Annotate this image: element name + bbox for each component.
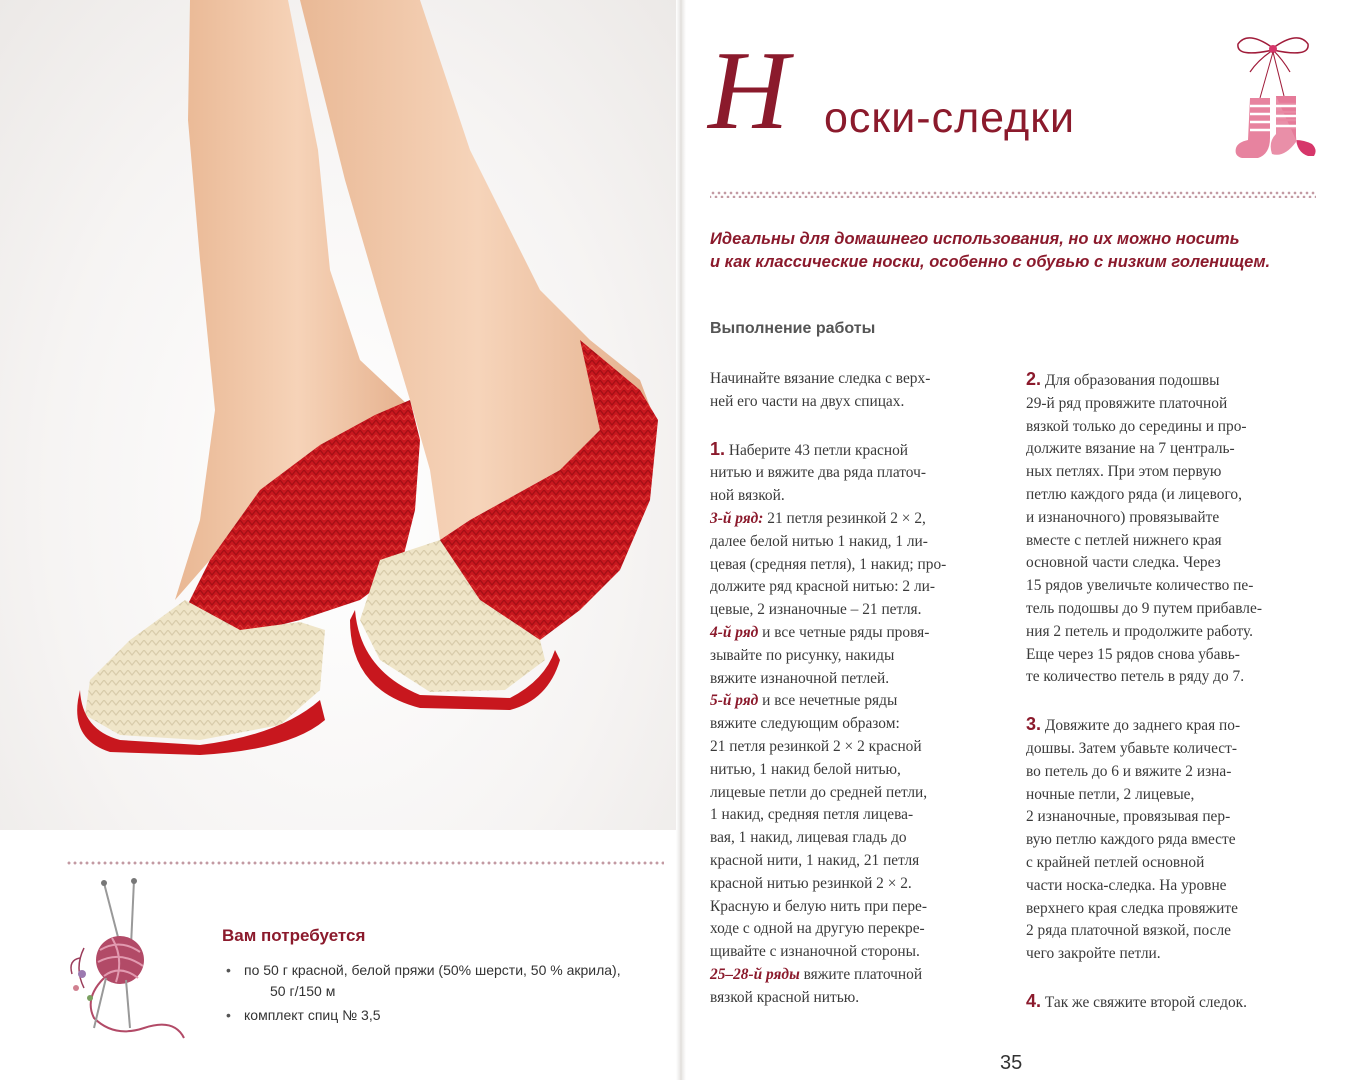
row-label: 4-й ряд [710,623,759,641]
step-4: 4. Так же свяжите второй следок. [1026,990,1247,1011]
instructions-column-2 [1026,368,1326,1015]
dotted-divider [710,188,1316,198]
needs-list [226,960,676,1029]
step-number: 2. [1026,369,1042,389]
book-spine [676,0,686,1080]
legs-in-socks-illustration [0,0,676,830]
instructions-column-1 [710,368,1010,1010]
step-2: 2. Для образования подошвы 29-й ряд провяжите платочной вязкой только до середины и про- должите вязание на 7 централь- ных петлях. При этом первую петлю каждого ряда (и лицевого, и изнаночного) провязывайте вместе с петлей нижнего края основной части следка. Через 15 рядов увеличьте количество пе- тель подошвы до 9 путем прибавле- ния 2 петель и продолжите работу. Еще через 15 рядов снова убавь- те количество петель в ряду до 7. [1026,369,1262,686]
paragraph: Начинайте вязание следка с верх- ней его части на двух спицах. [710,370,931,410]
row-label: 3-й ряд: [710,509,764,527]
socks-photo [0,0,676,830]
intro-line: и как классические носки, особенно с обувью с низким голенищем. [710,253,1271,271]
row-label: 5-й ряд [710,692,759,710]
step-number: 1. [710,438,726,459]
step-3: 3. Довяжите до заднего края по- дошвы. Затем убавьте количест- во петель до 6 и вяжите 2 изна- ночные петли, 2 лицевые, 2 изнаночные, провязывая пер- вую петлю каждого ряда вместе с крайней петлей основной части носка-следка. На уровне верхнего края следка провяжите 2 ряда платочной вязкой, после чего закройте петли. [1026,714,1241,963]
needs-item [226,960,676,1002]
step-number: 3. [1026,714,1042,735]
title-initial: Н [708,29,789,153]
row-label: 25–28-й ряды [710,965,800,983]
needs-item [226,1005,676,1026]
page-title [708,29,1128,153]
yarn-ball-needles-icon [64,878,194,1048]
needs-title: Вам потребуется [222,926,366,945]
needs-item-text: по 50 г красной, белой пряжи (50% шерсти, 50 % акрила), [244,962,621,978]
intro-text [710,228,1310,274]
needs-item-text: комплект спиц № 3,5 [244,1007,381,1023]
needs-item-text-cont: 50 г/150 м [270,983,336,999]
step-1: 1. Наберите 43 петли красной нитью и вяжите два ряда платоч- ной вязкой. 3-й ряд: 21 петля резинкой 2 × 2, далее белой нитью 1 накид, 1 ли- цевая (средняя петля), 1 накид; про- должите ряд красной нитью: 2 ли- цевые, 2 изнаночные – 21 петля. 4-й ряд и все четные ряды провя- зывайте по рисунку, накиды вяжите изнаночной петлей. 5-й ряд и все нечетные ряды вяжите следующим образом: 21 петля резинкой 2 × 2 красной нитью, 1 накид белой нитью, лицевые петли до средней петли, 1 накид, средняя петля лицева- вая, 1 накид, лицевая гладь до красной нити, 1 накид, 21 петля красной нитью резинкой 2 × 2. Красную и белую нить при пере- ходе с одной на другую перекре- щивайте с изнаночной стороны. 25–28-й ряды вяжите платочной вязкой красной нитью. [710,438,947,1006]
intro-line: Идеальны для домашнего использования, но их можно носить [710,230,1240,248]
hanging-socks-icon [1228,30,1318,170]
step-number: 4. [1026,990,1042,1011]
section-title: Выполнение работы [710,320,876,337]
dotted-divider [66,860,664,866]
page-number: 35 [1000,1052,1023,1074]
title-rest: оски-следки [824,94,1076,142]
